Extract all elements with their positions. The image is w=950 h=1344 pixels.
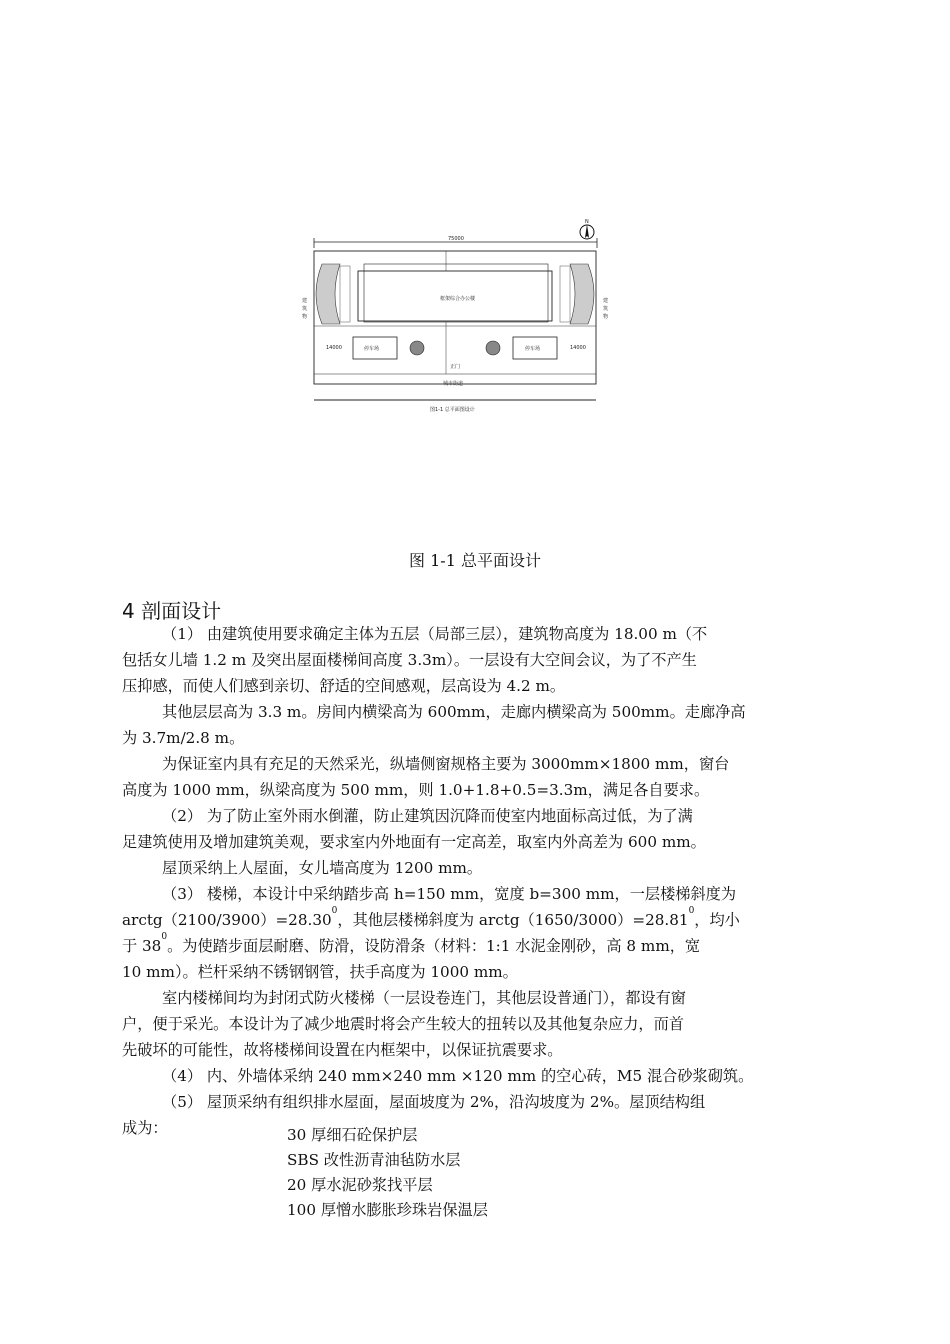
text-line: 为 3.7m/2.8 m。 (122, 729, 245, 747)
text-line: （4） 内、外墙体采纳 240 mm×240 mm ×120 mm 的空心砖，M5 混合砂浆砌筑。 (162, 1067, 754, 1085)
inner-caption: 图1-1 总平面图设计 (430, 407, 475, 413)
right-building-label: 建 (603, 298, 609, 304)
figure-caption: 图 1-1 总平面设计 (409, 551, 541, 570)
svg-text:筑: 筑 (603, 306, 609, 312)
main-building-label: 框架综合办公楼 (440, 296, 476, 302)
roof-layer: 100 厚憎水膨胀珍珠岩保温层 (287, 1201, 488, 1219)
text-line: 高度为 1000 mm，纵梁高度为 500 mm，则 1.0+1.8+0.5=3.3m，满足各自要求。 (122, 781, 710, 799)
text-line: 屋顶采纳上人屋面，女儿墙高度为 1200 mm。 (162, 859, 483, 877)
lawn-left (316, 264, 340, 324)
svg-text:N: N (585, 219, 589, 225)
svg-text:筑: 筑 (302, 306, 308, 312)
svg-text:停车场: 停车场 (364, 346, 380, 352)
section-heading: 4 剖面设计 (122, 599, 222, 623)
text-line-formula: 于 $38^0$。为使踏步面层耐磨、防滑，设防滑条（材料：1:1 水泥金刚砂，高 8 mm，宽 (122, 932, 701, 955)
svg-text:14000: 14000 (326, 345, 342, 351)
svg-text:物: 物 (603, 314, 609, 320)
roof-layer: 30 厚细石砼保护层 (287, 1126, 418, 1144)
text-line: （2） 为了防止室外雨水倒灌，防止建筑因沉降而使室内地面标高过低，为了满 (162, 807, 693, 825)
dimension-top: 75000 (448, 236, 464, 242)
site-plan-figure (300, 214, 610, 424)
lawn-right (570, 264, 594, 324)
text-line: 足建筑使用及增加建筑美观，要求室内外地面有一定高差，取室内外高差为 600 mm。 (122, 833, 706, 851)
text-line: （3） 楼梯，本设计中采纳踏步高 h=150 mm，宽度 b=300 mm，一层楼梯斜度为 (162, 885, 737, 903)
north-arrow-icon (580, 219, 594, 239)
left-building-label: 建 (302, 298, 308, 304)
roof-layer: SBS 改性沥青油毡防水层 (287, 1151, 461, 1169)
svg-text:停车场: 停车场 (525, 346, 541, 352)
text-line: 成为： (122, 1119, 168, 1137)
text-line: （5） 屋顶采纳有组织排水屋面，屋面坡度为 2%，沿沟坡度为 2%。屋顶结构组 (162, 1093, 706, 1111)
roof-layer: 20 厚水泥砂浆找平层 (287, 1176, 433, 1194)
flower-bed-left (410, 341, 424, 355)
text-line: 压抑感，而使人们感到亲切、舒适的空间感观，层高设为 4.2 m。 (122, 677, 566, 695)
text-line: 先破坏的可能性，故将楼梯间设置在内框架中，以保证抗震要求。 (122, 1041, 563, 1059)
street-label: 城市街道 (443, 381, 464, 387)
text-line: 户，便于采光。本设计为了减少地震时将会产生较大的扭转以及其他复杂应力，而首 (122, 1015, 684, 1033)
svg-text:物: 物 (302, 314, 308, 320)
text-line: 室内楼梯间均为封闭式防火楼梯（一层设卷连门，其他层设普通门），都设有窗 (162, 989, 686, 1007)
text-line: 为保证室内具有充足的天然采光，纵墙侧窗规格主要为 3000mm×1800 mm，窗台 (162, 755, 730, 773)
svg-text:14000: 14000 (570, 345, 586, 351)
text-line: （1） 由建筑使用要求确定主体为五层（局部三层），建筑物高度为 18.00 m（不 (162, 625, 708, 643)
text-line-formula: $arctg(2100/3900)=28.30^0$，其他层楼梯斜度为 $arctg(1650/3000)=28.81^0$，均小 (122, 906, 740, 929)
section-body (122, 622, 838, 1142)
text-line: 其他层层高为 3.3 m。房间内横梁高为 600mm，走廊内横梁高为 500mm。走廊净高 (162, 703, 746, 721)
text-line: 包括女儿墙 1.2 m 及突出屋面楼梯间高度 3.3m）。一层设有大空间会议，为了不产生 (122, 651, 697, 669)
text-line: 10 mm）。栏杆采纳不锈钢钢管，扶手高度为 1000 mm。 (122, 963, 518, 981)
gate-label: 正门 (450, 364, 461, 370)
flower-bed-right (486, 341, 500, 355)
